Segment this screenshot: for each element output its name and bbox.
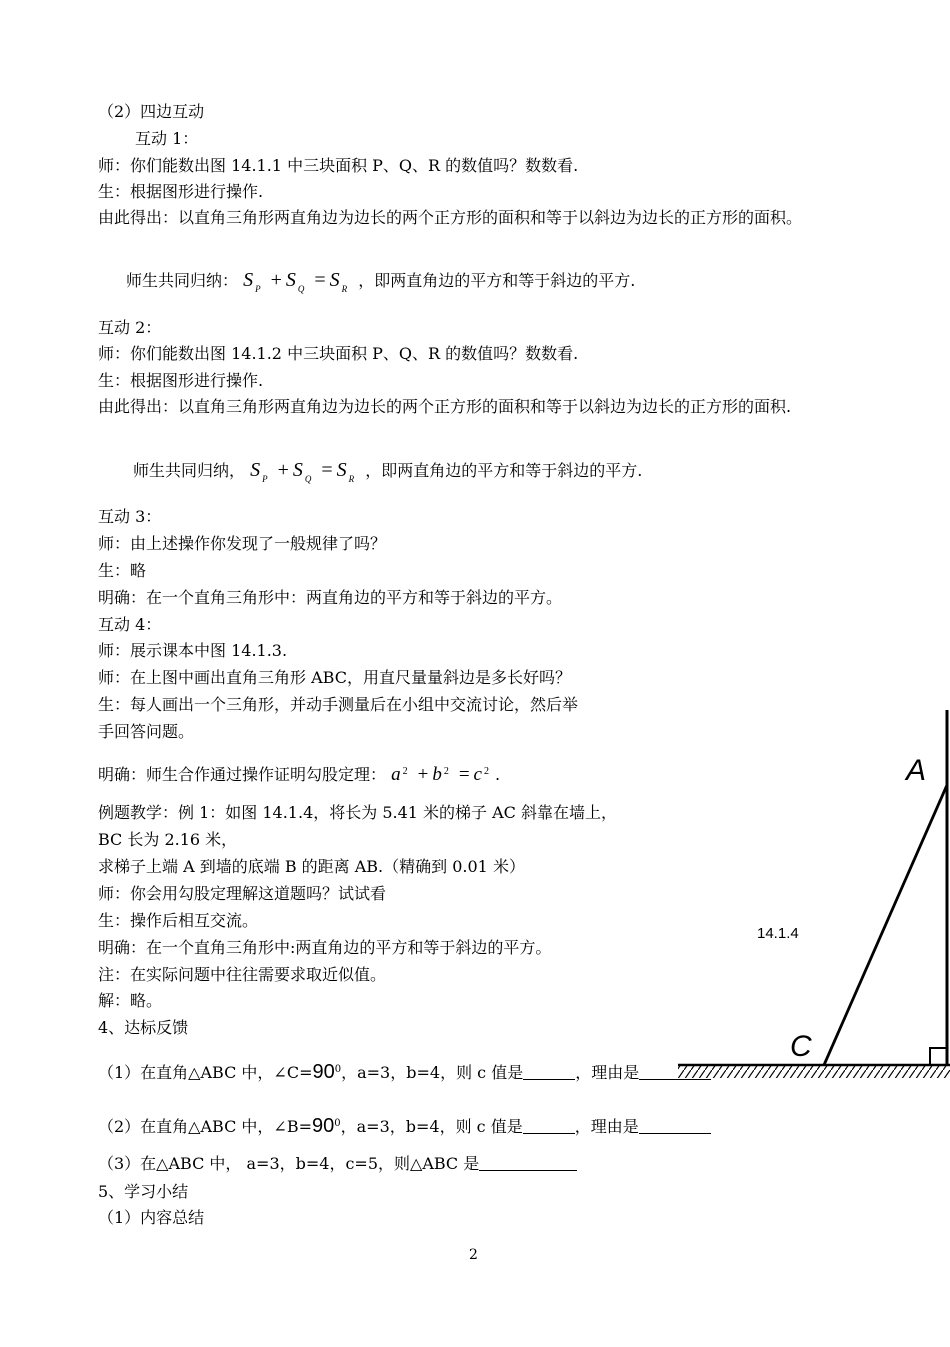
- l9: 生：根据图形进行操作.: [98, 371, 264, 390]
- formula-line-2: [133, 460, 642, 489]
- question-1-part-a: （1）在直角△ABC 中，∠C=: [98, 1063, 313, 1082]
- plus-sign: +: [270, 269, 282, 291]
- plus-sign: +: [277, 459, 289, 481]
- question-1-part-b: ，a=3，b=4，则 c 值是: [341, 1063, 524, 1082]
- theorem-line-suffix: .: [494, 765, 501, 784]
- question-2-part-b: ，a=3，b=4，则 c 值是: [340, 1117, 523, 1136]
- l30: 4、达标反馈: [98, 1018, 189, 1037]
- l4: 生：根据图形进行操作.: [98, 182, 264, 201]
- degree-value: 90: [312, 1115, 335, 1137]
- l1: （2）四边互动: [98, 102, 205, 121]
- l22: 例题教学：例 1：如图 14.1.4，将长为 5.41 米的梯子 AC 斜靠在墙上，: [98, 803, 618, 822]
- ground-hatch: [678, 1066, 950, 1078]
- sub-q: Q: [297, 284, 305, 294]
- l20: 手回答问题。: [98, 722, 195, 741]
- l23: BC 长为 2.16 米，: [98, 830, 238, 849]
- s-symbol: S: [292, 459, 303, 481]
- s-symbol: S: [285, 269, 296, 291]
- ladder-line: [824, 785, 947, 1065]
- question-3: [98, 1154, 577, 1174]
- sub-q: Q: [304, 474, 312, 484]
- point-c-label: C: [790, 1030, 812, 1063]
- question-2: [98, 1114, 711, 1137]
- formula-line-2-prefix: 师生共同归纳，: [133, 461, 246, 480]
- reason-blank[interactable]: [639, 1117, 711, 1134]
- l10: 由此得出：以直角三角形两直角边为边长的两个正方形的面积和等于以斜边为边长的正方形的面积.: [98, 397, 792, 416]
- var-b: b: [432, 764, 442, 785]
- theorem-line-prefix: 明确：师生合作通过操作证明勾股定理：: [98, 765, 387, 784]
- s-symbol: S: [336, 459, 347, 481]
- exponent: 2: [443, 766, 449, 777]
- exponent: 2: [402, 766, 408, 777]
- equals-sign: =: [321, 459, 333, 481]
- l25: 师：你会用勾股定理解这道题吗？试试看: [98, 884, 387, 903]
- degree-mark: 0: [334, 1118, 341, 1129]
- page-number: 2: [469, 1247, 478, 1263]
- s-symbol: S: [243, 269, 254, 291]
- l19: 生：每人画出一个三角形，并动手测量后在小组中交流讨论，然后举: [98, 695, 579, 714]
- degree-mark: 0: [334, 1064, 342, 1075]
- l26: 生：操作后相互交流。: [98, 911, 259, 930]
- l35: （1）内容总结: [98, 1208, 205, 1227]
- question-2-part-c: ，理由是: [574, 1117, 639, 1136]
- answer-blank[interactable]: [523, 1063, 575, 1080]
- l27: 明确：在一个直角三角形中:两直角边的平方和等于斜边的平方。: [98, 938, 552, 957]
- l5: 由此得出：以直角三角形两直角边为边长的两个正方形的面积和等于以斜边为边长的正方形的面积。: [98, 208, 803, 227]
- pythagorean-formula: [391, 764, 495, 785]
- formula-line-1: [126, 270, 635, 299]
- l7: 互动 2：: [98, 318, 162, 337]
- l34: 5、学习小结: [98, 1182, 189, 1201]
- l2: 互动 1：: [135, 129, 199, 148]
- l18: 师：在上图中画出直角三角形 ABC，用直尺量量斜边是多长好吗？: [98, 668, 571, 687]
- l24: 求梯子上端 A 到墙的底端 B 的距离 AB.（精确到 0.01 米）: [98, 857, 525, 876]
- theorem-line: [98, 762, 500, 785]
- question-1-part-c: ，理由是: [575, 1063, 640, 1082]
- formula-line-1-prefix: 师生共同归纳：: [126, 271, 239, 290]
- l3: 师：你们能数出图 14.1.1 中三块面积 P、Q、R 的数值吗？数数看.: [98, 156, 579, 175]
- exponent: 2: [483, 766, 489, 777]
- answer-blank[interactable]: [479, 1154, 577, 1171]
- question-3-part-a: （3）在△ABC 中， a=3，b=4，c=5，则△ABC 是: [98, 1154, 480, 1173]
- var-c: c: [473, 764, 482, 785]
- degree-value: 90: [312, 1061, 335, 1083]
- sub-p: P: [255, 284, 261, 294]
- l17: 师：展示课本中图 14.1.3.: [98, 641, 288, 660]
- point-a-label: A: [906, 754, 927, 787]
- formula-line-1-suffix: ，即两直角边的平方和等于斜边的平方.: [358, 271, 636, 290]
- answer-blank[interactable]: [523, 1117, 575, 1134]
- question-2-part-a: （2）在直角△ABC 中，∠B=: [98, 1117, 312, 1136]
- right-angle-mark: [930, 1048, 947, 1065]
- formula-line-2-suffix: ，即两直角边的平方和等于斜边的平方.: [365, 461, 643, 480]
- sub-r: R: [341, 284, 348, 294]
- formula-sum-1: [243, 269, 353, 294]
- sub-r: R: [348, 474, 355, 484]
- l13: 师：由上述操作你发现了一般规律了吗？: [98, 534, 387, 553]
- ladder-figure: [670, 700, 950, 1090]
- l29: 解：略。: [98, 991, 163, 1010]
- s-symbol: S: [250, 459, 261, 481]
- s-symbol: S: [329, 269, 340, 291]
- equals-sign: =: [314, 269, 326, 291]
- l28: 注：在实际问题中往往需要求取近似值。: [98, 965, 387, 984]
- plus-sign: +: [417, 764, 429, 785]
- figure-label: 14.1.4: [757, 925, 799, 942]
- var-a: a: [391, 764, 401, 785]
- equals-sign: =: [458, 764, 470, 785]
- l12: 互动 3：: [98, 507, 162, 526]
- l14: 生：略: [98, 561, 147, 580]
- l8: 师：你们能数出图 14.1.2 中三块面积 P、Q、R 的数值吗？数数看.: [98, 344, 579, 363]
- formula-sum-2: [250, 459, 360, 484]
- l16: 互动 4：: [98, 615, 162, 634]
- sub-p: P: [262, 474, 268, 484]
- l15: 明确：在一个直角三角形中：两直角边的平方和等于斜边的平方。: [98, 588, 563, 607]
- question-1: [98, 1060, 711, 1083]
